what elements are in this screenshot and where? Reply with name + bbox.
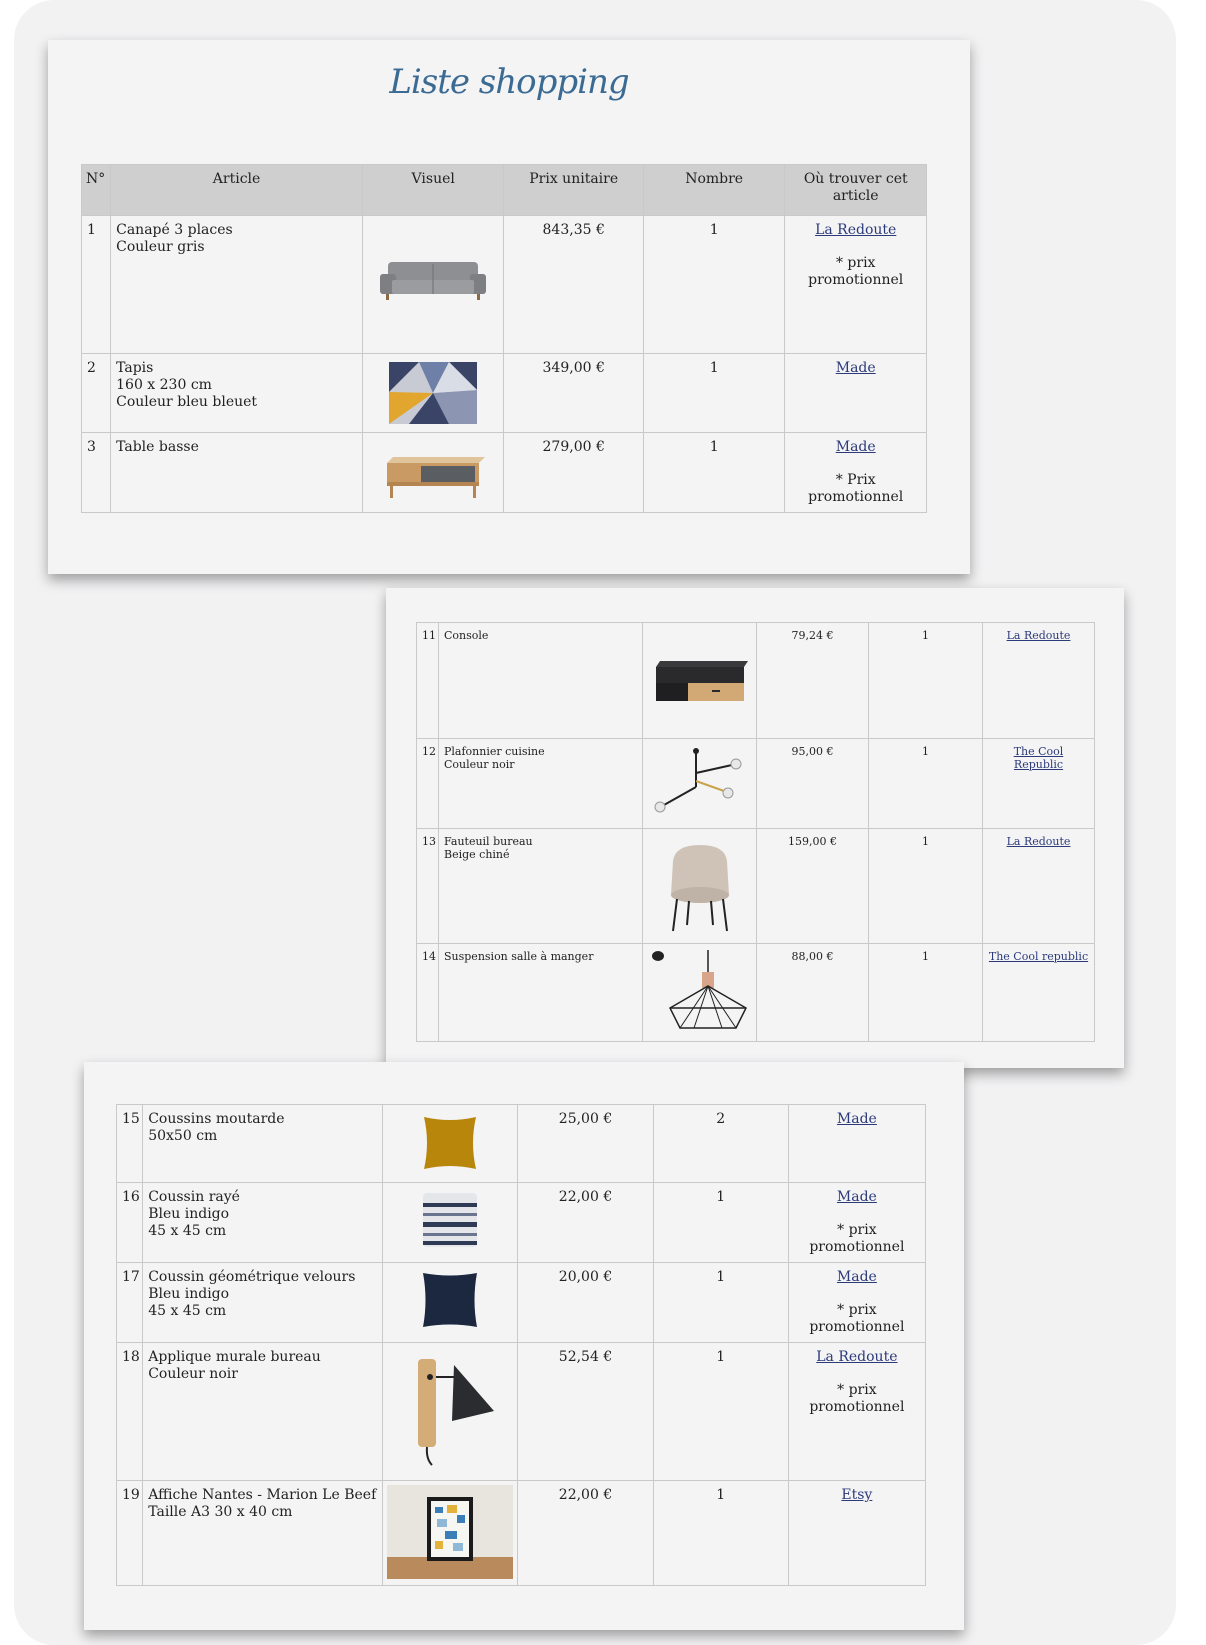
row-qty: 1 [653, 1343, 788, 1481]
article-line: Couleur gris [116, 239, 205, 255]
row-article [111, 354, 363, 433]
store-link[interactable]: Made [836, 1269, 877, 1285]
row-qty: 1 [869, 944, 983, 1042]
store-link[interactable]: Made [835, 439, 876, 455]
row-visual [383, 1105, 518, 1183]
row-article [143, 1343, 383, 1481]
store-link[interactable]: Made [835, 360, 876, 376]
row-num: 14 [417, 944, 439, 1042]
header-price: Prix unitaire [504, 165, 643, 216]
row-price: 52,54 € [518, 1343, 653, 1481]
article-line: 160 x 230 cm [116, 377, 212, 393]
table-row [417, 623, 1095, 739]
row-article [111, 216, 363, 354]
shopping-table-2 [416, 622, 1095, 1042]
row-price: 159,00 € [757, 829, 869, 944]
row-visual [383, 1481, 518, 1586]
row-price: 25,00 € [518, 1105, 653, 1183]
row-num: 16 [117, 1183, 143, 1263]
coffee-table-icon [381, 449, 485, 501]
promo-note: * prix promotionnel [809, 1302, 905, 1335]
row-num: 13 [417, 829, 439, 944]
table-row [417, 944, 1095, 1042]
row-price: 349,00 € [504, 354, 643, 433]
table-row [82, 354, 927, 433]
row-visual [362, 216, 504, 354]
row-num: 17 [117, 1263, 143, 1343]
row-qty: 1 [869, 829, 983, 944]
row-store [788, 1343, 925, 1481]
row-article [439, 829, 643, 944]
header-visual: Visuel [362, 165, 504, 216]
row-article [143, 1183, 383, 1263]
article-line: Couleur bleu bleuet [116, 394, 258, 410]
ceiling-light-icon [652, 747, 748, 819]
table-row [117, 1263, 926, 1343]
row-article [143, 1263, 383, 1343]
article-line: Plafonnier cuisine [444, 745, 545, 758]
row-store [983, 829, 1095, 944]
table-row [117, 1105, 926, 1183]
row-qty: 1 [653, 1183, 788, 1263]
article-line: Beige chiné [444, 848, 510, 861]
sofa-icon [378, 256, 488, 306]
promo-note: * prix promotionnel [809, 1222, 905, 1255]
row-qty: 1 [653, 1481, 788, 1586]
row-qty: 1 [653, 1263, 788, 1343]
row-article [143, 1481, 383, 1586]
article-line: Coussin rayé [148, 1189, 240, 1205]
row-article [439, 623, 643, 739]
row-qty: 1 [869, 623, 983, 739]
row-store [983, 944, 1095, 1042]
header-num: N° [82, 165, 111, 216]
row-store [785, 433, 927, 513]
promo-note: * prix promotionnel [809, 1382, 905, 1415]
pendant-lamp-icon [650, 946, 750, 1036]
row-visual [383, 1343, 518, 1481]
row-num: 12 [417, 739, 439, 829]
row-qty: 1 [643, 433, 785, 513]
store-link[interactable]: La Redoute [815, 222, 897, 238]
store-link[interactable]: La Redoute [816, 1349, 898, 1365]
article-line: Table basse [116, 439, 199, 455]
store-link[interactable]: Made [836, 1189, 877, 1205]
article-line: Bleu indigo [148, 1206, 230, 1222]
velvet-cushion-icon [419, 1269, 481, 1331]
page-title: Liste shopping [389, 62, 629, 102]
row-article [439, 944, 643, 1042]
store-link[interactable]: Etsy [841, 1487, 873, 1503]
row-article [439, 739, 643, 829]
row-qty: 1 [869, 739, 983, 829]
row-store [785, 354, 927, 433]
row-store [788, 1263, 925, 1343]
shopping-table-3 [116, 1104, 926, 1586]
table-row [82, 433, 927, 513]
row-num: 3 [82, 433, 111, 513]
article-line: Couleur noir [444, 758, 515, 771]
table-row [117, 1343, 926, 1481]
row-num: 19 [117, 1481, 143, 1586]
row-store [983, 739, 1095, 829]
row-visual [362, 433, 504, 513]
row-price: 79,24 € [757, 623, 869, 739]
header-qty: Nombre [643, 165, 785, 216]
row-num: 11 [417, 623, 439, 739]
mustard-cushion-icon [420, 1113, 480, 1173]
row-price: 843,35 € [504, 216, 643, 354]
armchair-icon [665, 841, 735, 933]
row-store [788, 1183, 925, 1263]
article-line: Coussin géométrique velours [148, 1269, 356, 1285]
table-row [417, 829, 1095, 944]
row-qty: 1 [643, 354, 785, 433]
article-line: Tapis [116, 360, 154, 376]
article-line: Bleu indigo [148, 1286, 230, 1302]
article-line: Applique murale bureau [148, 1349, 321, 1365]
table-row [117, 1481, 926, 1586]
table-row [82, 216, 927, 354]
sheet-page-3 [84, 1062, 964, 1630]
poster-icon [387, 1485, 513, 1579]
store-link[interactable]: Made [836, 1111, 877, 1127]
row-visual [643, 623, 757, 739]
shopping-table-1 [81, 164, 927, 513]
store-link[interactable]: La Redoute [1006, 835, 1071, 848]
row-visual [383, 1183, 518, 1263]
row-visual [643, 829, 757, 944]
sheet-page-1 [48, 40, 970, 574]
article-line: Couleur noir [148, 1366, 238, 1382]
row-store [788, 1481, 925, 1586]
row-store [983, 623, 1095, 739]
rug-icon [389, 362, 477, 424]
table-row [417, 739, 1095, 829]
article-line: 50x50 cm [148, 1128, 218, 1144]
row-num: 2 [82, 354, 111, 433]
article-line: 45 x 45 cm [148, 1223, 227, 1239]
store-link[interactable]: La Redoute [1006, 629, 1071, 642]
article-line: Coussins moutarde [148, 1111, 285, 1127]
row-visual [383, 1263, 518, 1343]
article-line: Console [444, 629, 489, 642]
striped-cushion-icon [421, 1191, 479, 1249]
store-link[interactable]: The Cool republic [988, 950, 1089, 963]
row-num: 18 [117, 1343, 143, 1481]
row-article [111, 433, 363, 513]
article-line: Canapé 3 places [116, 222, 233, 238]
row-qty: 1 [643, 216, 785, 354]
header-article: Article [111, 165, 363, 216]
row-store [785, 216, 927, 354]
row-price: 279,00 € [504, 433, 643, 513]
row-price: 88,00 € [757, 944, 869, 1042]
console-icon [652, 661, 748, 705]
table-header-row [82, 165, 927, 216]
row-qty: 2 [653, 1105, 788, 1183]
article-line: Taille A3 30 x 40 cm [148, 1504, 293, 1520]
wall-lamp-icon [402, 1355, 498, 1467]
header-store: Où trouver cet article [785, 165, 927, 216]
row-num: 15 [117, 1105, 143, 1183]
row-visual [362, 354, 504, 433]
article-line: Suspension salle à manger [444, 950, 594, 963]
promo-note: * Prix promotionnel [808, 472, 904, 505]
row-price: 20,00 € [518, 1263, 653, 1343]
article-line: Fauteuil bureau [444, 835, 533, 848]
row-visual [643, 739, 757, 829]
sheet-page-2 [386, 588, 1124, 1068]
table-row [117, 1183, 926, 1263]
row-store [788, 1105, 925, 1183]
promo-note: * prix promotionnel [808, 255, 904, 288]
article-line: Affiche Nantes - Marion Le Beef [148, 1487, 377, 1503]
row-visual [643, 944, 757, 1042]
row-price: 22,00 € [518, 1481, 653, 1586]
row-num: 1 [82, 216, 111, 354]
row-article [143, 1105, 383, 1183]
row-price: 22,00 € [518, 1183, 653, 1263]
row-price: 95,00 € [757, 739, 869, 829]
article-line: 45 x 45 cm [148, 1303, 227, 1319]
store-link[interactable]: The Cool Republic [1013, 745, 1064, 771]
